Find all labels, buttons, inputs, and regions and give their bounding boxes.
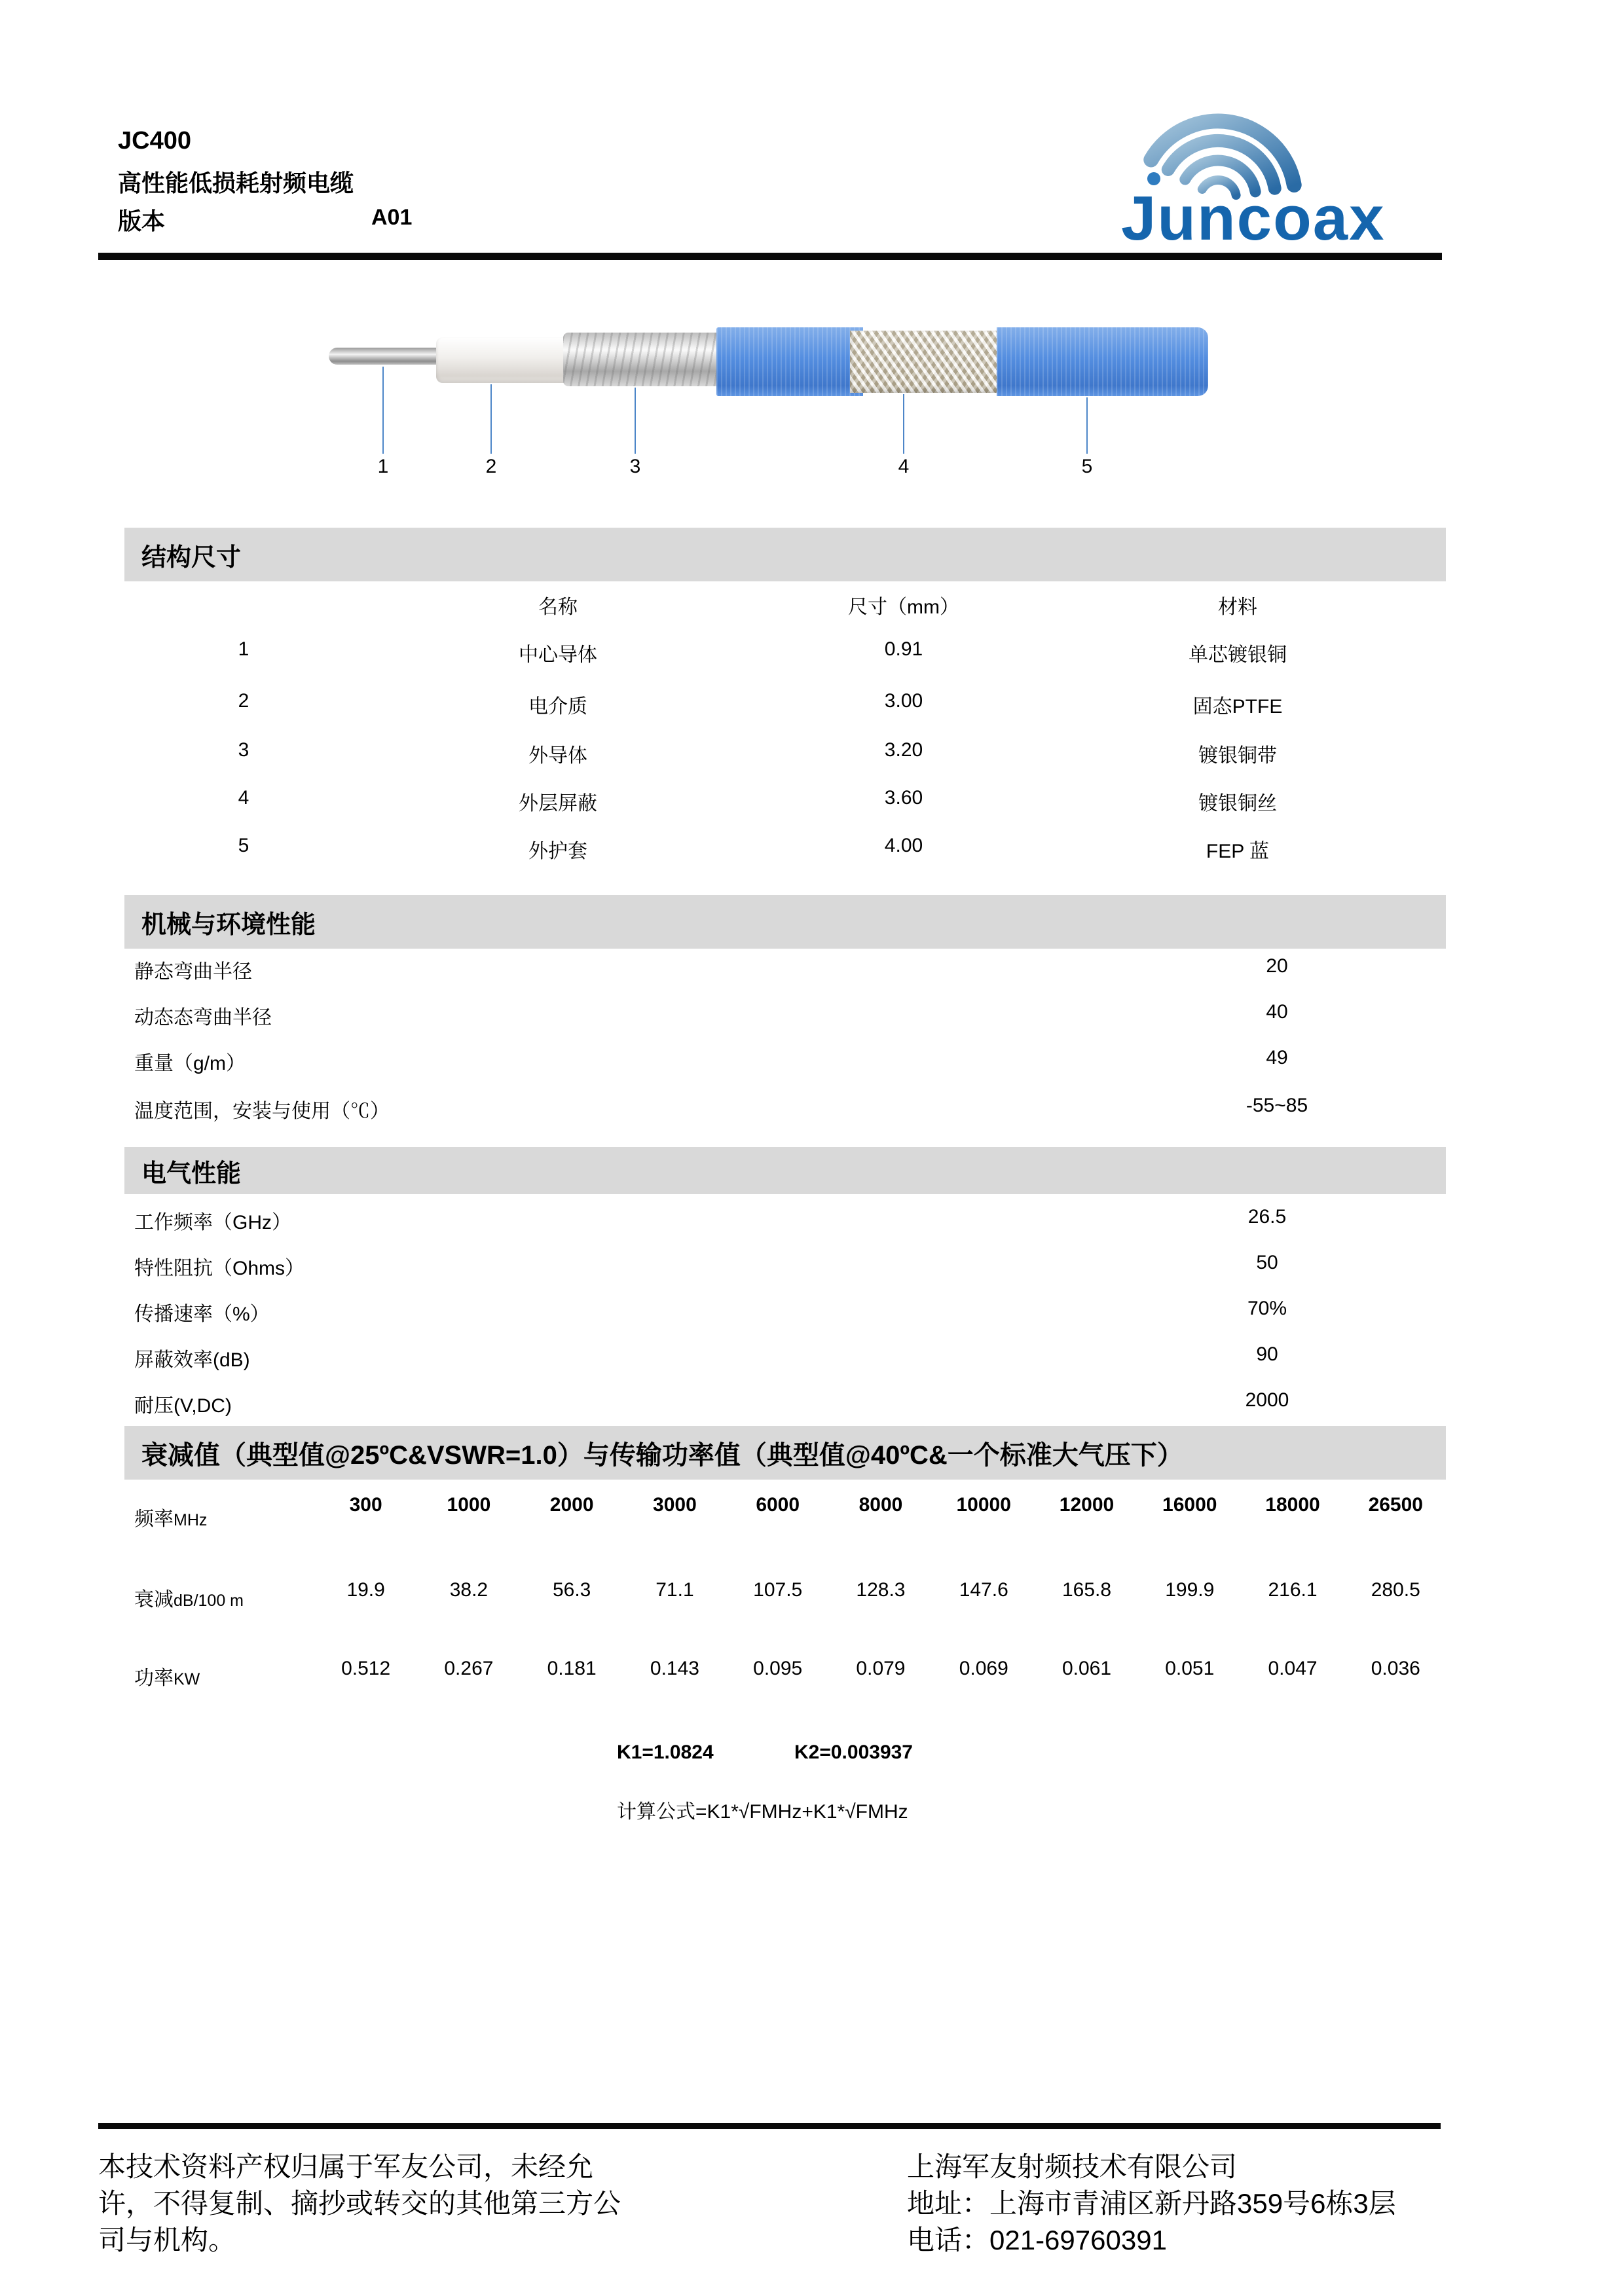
row-name: 中心导体 (519, 644, 597, 666)
row-no: 1 (238, 638, 249, 660)
property-value: 50 (1256, 1252, 1278, 1273)
row-name: 外层屏蔽 (519, 793, 597, 814)
version-value: A01 (371, 205, 413, 230)
header-divider (98, 253, 1442, 260)
row-size: 3.20 (884, 739, 923, 761)
row-no: 3 (238, 739, 249, 761)
attenuation-freq-values: 300 1000 2000 3000 6000 8000 10000 12000 16000 18000 26500 (349, 1494, 1423, 1516)
k2-constant: K2=0.003937 (794, 1741, 913, 1763)
logo-wordmark: Juncoax (1121, 183, 1386, 247)
section-structure-title: 结构尺寸 (124, 528, 1446, 581)
property-label: 重量（g/m） (134, 1053, 246, 1074)
table-row (0, 690, 1624, 719)
structure-header-row (0, 591, 1624, 619)
row-size: 3.60 (884, 787, 923, 809)
property-label: 温度范围，安装与使用（℃） (134, 1101, 390, 1122)
product-subtitle: 高性能低损耗射频电缆 (118, 170, 354, 196)
juncoax-logo (1113, 58, 1428, 247)
leader-line-3 (635, 388, 636, 454)
cable-outer-conductor (563, 333, 728, 386)
property-row (0, 1206, 1624, 1235)
leader-line-5 (1086, 397, 1088, 454)
table-row (0, 787, 1624, 816)
structure-col-material: 材料 (1218, 596, 1257, 618)
property-label: 静态弯曲半径 (134, 961, 252, 983)
cable-jacket-right (997, 327, 1208, 396)
property-row (0, 1389, 1624, 1418)
row-no: 4 (238, 787, 249, 809)
property-value: 70% (1247, 1298, 1287, 1319)
version-label: 版本 (118, 208, 166, 234)
structure-col-name: 名称 (538, 596, 578, 618)
leader-line-2 (490, 384, 492, 454)
footer-company: 上海军友射频技术有限公司 (907, 2151, 1238, 2182)
row-material: 镀银铜丝 (1198, 793, 1277, 814)
footer-phone: 电话：021-69760391 (907, 2225, 1167, 2255)
property-value: 2000 (1245, 1389, 1289, 1411)
row-material: FEP 蓝 (1206, 841, 1270, 862)
property-value: 26.5 (1247, 1206, 1287, 1228)
property-label: 传播速率（%） (134, 1303, 270, 1325)
footer-copyright-line: 本技术资料产权归属于军友公司，未经允 (98, 2151, 594, 2182)
row-size: 4.00 (884, 835, 923, 856)
table-row (0, 835, 1624, 864)
property-row (0, 1095, 1624, 1123)
property-value: -55~85 (1246, 1095, 1308, 1116)
property-label: 耐压(V,DC) (134, 1395, 232, 1417)
row-material: 固态PTFE (1192, 696, 1283, 718)
section-attenuation-title: 衰减值（典型值@25ºC&VSWR=1.0）与传输功率值（典型值@40ºC&一个标准大气压下） (124, 1426, 1446, 1480)
row-size: 0.91 (884, 638, 923, 660)
cable-cutaway-figure (327, 319, 1208, 490)
footer-divider (98, 2123, 1441, 2129)
property-row (0, 1252, 1624, 1281)
diagram-label-3: 3 (629, 456, 641, 477)
row-name: 外护套 (528, 841, 587, 862)
property-value: 90 (1256, 1343, 1278, 1365)
row-no: 5 (238, 835, 249, 856)
attenuation-db-label: 衰减dB/100 m (134, 1589, 244, 1611)
cable-braid-shield (850, 331, 1008, 393)
row-material: 镀银铜带 (1198, 745, 1277, 767)
property-row (0, 1343, 1624, 1372)
property-row (0, 1001, 1624, 1030)
property-row (0, 1298, 1624, 1326)
property-label: 动态态弯曲半径 (134, 1007, 272, 1029)
footer-copyright-line: 许，不得复制、摘抄或转交的其他第三方公 (98, 2188, 621, 2219)
row-material: 单芯镀银铜 (1189, 644, 1287, 666)
footer-copyright-line: 司与机构。 (98, 2225, 236, 2255)
power-kw-values: 0.512 0.267 0.181 0.143 0.095 0.079 0.069 0.061 0.051 0.047 0.036 (341, 1658, 1420, 1679)
diagram-label-4: 4 (898, 456, 910, 477)
property-value: 40 (1266, 1001, 1288, 1023)
property-value: 49 (1266, 1047, 1288, 1068)
row-name: 电介质 (528, 696, 587, 718)
table-row (0, 638, 1624, 667)
cable-center-conductor (329, 348, 452, 365)
property-value: 20 (1266, 955, 1288, 977)
row-size: 3.00 (884, 690, 923, 712)
leader-line-4 (903, 394, 904, 454)
footer-contact (907, 2149, 1562, 2259)
row-name: 外导体 (528, 745, 587, 767)
property-row (0, 1047, 1624, 1076)
structure-col-size: 尺寸（mm） (848, 596, 959, 618)
cable-jacket-left (716, 327, 863, 396)
section-electrical-title: 电气性能 (124, 1147, 1446, 1194)
calculation-formula: 计算公式=K1*√FMHz+K1*√FMHz (617, 1801, 908, 1823)
attenuation-db-values: 19.9 38.2 56.3 71.1 107.5 128.3 147.6 165.8 199.9 216.1 280.5 (346, 1579, 1420, 1601)
cable-dielectric (436, 337, 575, 383)
property-row (0, 955, 1624, 984)
power-kw-label: 功率KW (134, 1667, 200, 1689)
k1-constant: K1=1.0824 (617, 1741, 714, 1763)
footer-address: 地址：上海市青浦区新丹路359号6栋3层 (907, 2188, 1396, 2219)
diagram-label-1: 1 (377, 456, 389, 477)
row-no: 2 (238, 690, 249, 712)
diagram-label-5: 5 (1081, 456, 1093, 477)
property-label: 屏蔽效率(dB) (134, 1349, 250, 1371)
property-label: 特性阻抗（Ohms） (134, 1258, 305, 1279)
section-mechanical-title: 机械与环境性能 (124, 895, 1446, 949)
footer-copyright (98, 2149, 740, 2259)
product-model: JC400 (118, 127, 191, 155)
table-row (0, 739, 1624, 768)
property-label: 工作频率（GHz） (134, 1212, 291, 1233)
diagram-label-2: 2 (485, 456, 497, 477)
attenuation-freq-label: 频率MHz (134, 1508, 208, 1530)
leader-line-1 (382, 367, 384, 454)
